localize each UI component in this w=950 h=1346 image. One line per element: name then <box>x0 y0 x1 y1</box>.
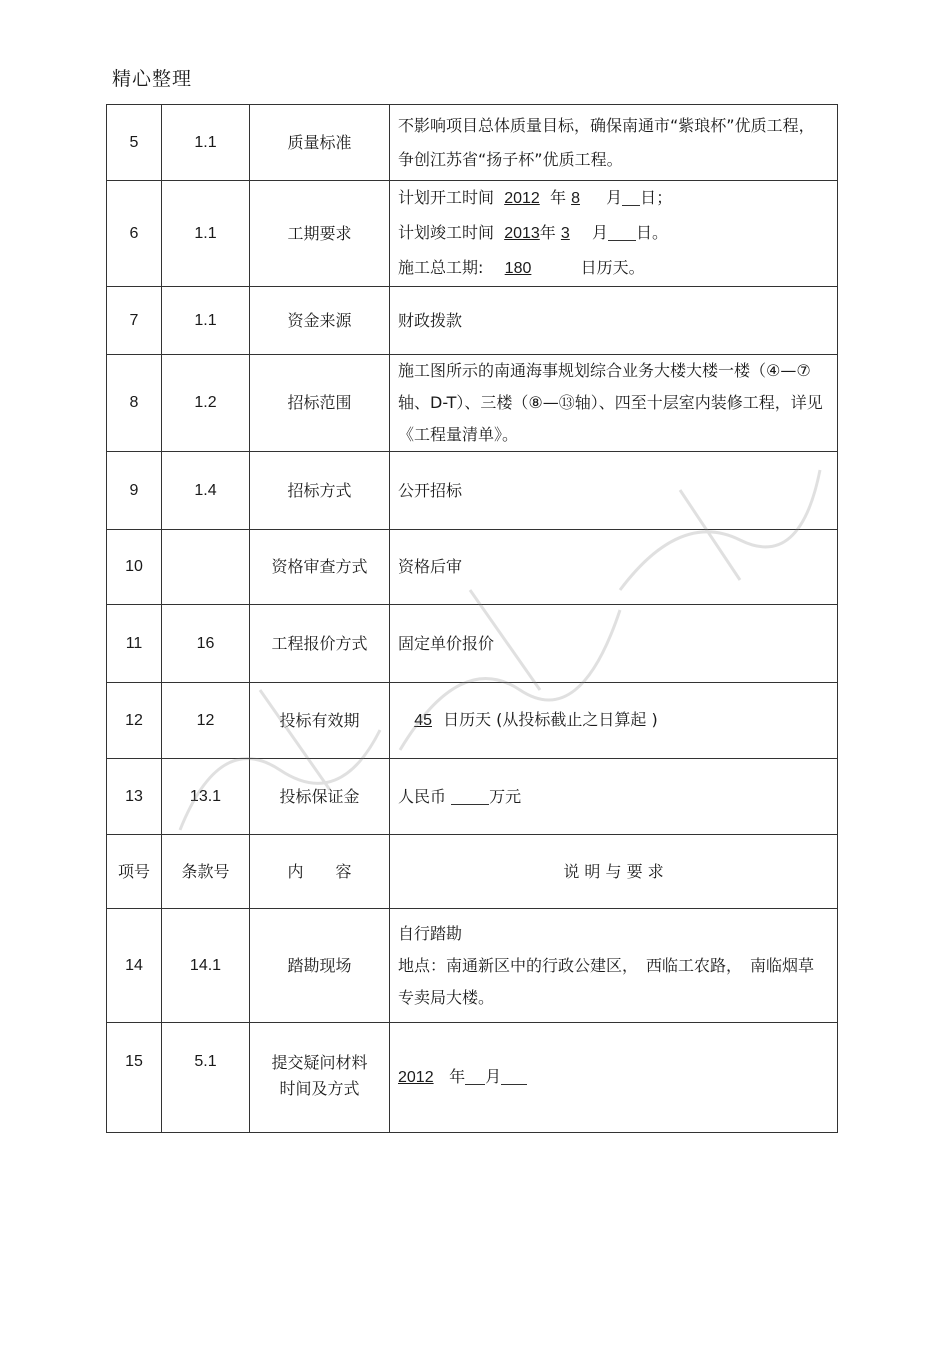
table-row <box>107 530 838 605</box>
row-item: 资金来源 <box>250 287 390 355</box>
header-index: 项号 <box>107 835 162 909</box>
unit-day: 日 <box>636 223 653 242</box>
validity-days: 45 <box>414 712 432 729</box>
row-index: 11 <box>107 605 162 683</box>
row-clause: 13.1 <box>162 759 250 835</box>
row-index: 9 <box>107 452 162 530</box>
table-row <box>107 759 838 835</box>
validity-text: 日历天 (从投标截止之日算起 ) <box>443 710 658 729</box>
bond-prefix: 人民币 <box>398 786 447 806</box>
row-item: 投标保证金 <box>250 759 390 835</box>
total-days: 180 <box>504 260 532 277</box>
end-label: 计划竣工时间 <box>398 223 495 242</box>
bid-info-table <box>106 104 838 1133</box>
row-item: 工期要求 <box>250 181 390 287</box>
row-clause: 16 <box>162 605 250 683</box>
bond-suffix: 万元 <box>489 786 522 806</box>
row-desc: 不影响项目总体质量目标，确保南通市“紫琅杯”优质工程，争创江苏省“扬子杯”优质工程。 <box>390 105 838 181</box>
unit-month: 月 <box>485 1067 502 1086</box>
unit-year: 年 <box>539 223 556 242</box>
row-index: 7 <box>107 287 162 355</box>
table-row <box>107 287 838 355</box>
start-year: 2012 <box>504 190 540 207</box>
row-index: 6 <box>107 181 162 287</box>
query-date-desc <box>390 1023 838 1133</box>
unit-year: 年 <box>449 1067 466 1086</box>
row-clause: 1.1 <box>162 105 250 181</box>
row-item: 招标方式 <box>250 452 390 530</box>
row-clause: 1.2 <box>162 355 250 452</box>
total-unit: 日历天。 <box>580 258 645 277</box>
row-item: 工程报价方式 <box>250 605 390 683</box>
row-index: 13 <box>107 759 162 835</box>
row-item: 质量标准 <box>250 105 390 181</box>
start-date-line: 计划开工时间 2012 年 8 月 日； <box>398 181 829 216</box>
row-clause: 14.1 <box>162 909 250 1023</box>
table-row <box>107 355 838 452</box>
site-visit-desc <box>390 909 838 1023</box>
row-item: 踏勘现场 <box>250 909 390 1023</box>
end-date-line: 计划竣工时间 2013年 3 月 日。 <box>398 216 829 251</box>
page-header: 精心整理 <box>112 68 193 90</box>
site-visit-mode: 自行踏勘 <box>398 923 463 943</box>
query-day-blank <box>501 1066 527 1085</box>
table-header-row <box>107 835 838 909</box>
query-year: 2012 <box>398 1069 434 1086</box>
unit-year: 年 <box>549 188 566 207</box>
table-row <box>107 105 838 181</box>
site-visit-location: 地点：南通新区中的行政公建区， 西临工农路， 南临烟草专卖局大楼。 <box>398 955 815 1007</box>
end-year: 2013 <box>504 225 540 242</box>
row-index: 10 <box>107 530 162 605</box>
row-item: 招标范围 <box>250 355 390 452</box>
row-desc: 财政拨款 <box>390 287 838 355</box>
row-clause: 12 <box>162 683 250 759</box>
row-index: 14 <box>107 909 162 1023</box>
row-item-line1: 提交疑问材料 <box>271 1052 368 1072</box>
row-clause: 1.1 <box>162 181 250 287</box>
row-item <box>250 1023 390 1133</box>
row-clause: 1.1 <box>162 287 250 355</box>
row-index: 5 <box>107 105 162 181</box>
table-row <box>107 909 838 1023</box>
total-duration-line <box>398 251 829 286</box>
total-label: 施工总工期: <box>398 258 484 277</box>
table-row <box>107 683 838 759</box>
end-day-blank <box>608 222 636 241</box>
row-item-text <box>271 1050 367 1102</box>
row-clause: 5.1 <box>162 1023 250 1133</box>
schedule-desc <box>390 181 838 287</box>
row-desc: 公开招标 <box>390 452 838 530</box>
header-item: 内 容 <box>250 835 390 909</box>
unit-day: 日 <box>640 188 657 207</box>
row-index: 15 <box>107 1023 162 1133</box>
start-day-blank <box>622 187 640 206</box>
start-month: 8 <box>571 190 580 207</box>
table-row <box>107 605 838 683</box>
unit-month: 月 <box>591 223 608 242</box>
bond-desc <box>390 759 838 835</box>
row-desc: 资格后审 <box>390 530 838 605</box>
header-clause: 条款号 <box>162 835 250 909</box>
row-desc: 固定单价报价 <box>390 605 838 683</box>
bond-amount-blank <box>451 786 489 805</box>
row-desc: 施工图所示的南通海事规划综合业务大楼大楼一楼（④—⑦轴、D-T）、三楼（⑧—⑬轴）、四至十层室内装修工程，详见《工程量清单》。 <box>390 355 838 452</box>
unit-month: 月 <box>606 188 623 207</box>
row-clause <box>162 530 250 605</box>
row-item-line2: 时间及方式 <box>279 1078 360 1098</box>
validity-desc <box>390 683 838 759</box>
start-label: 计划开工时间 <box>398 188 495 207</box>
header-desc: 说 明 与 要 求 <box>390 835 838 909</box>
end-month: 3 <box>560 225 570 242</box>
query-month-blank <box>465 1066 485 1085</box>
row-index: 12 <box>107 683 162 759</box>
row-item: 资格审查方式 <box>250 530 390 605</box>
table-row <box>107 181 838 287</box>
row-clause: 1.4 <box>162 452 250 530</box>
row-index: 8 <box>107 355 162 452</box>
table-row <box>107 452 838 530</box>
row-item: 投标有效期 <box>250 683 390 759</box>
table-row <box>107 1023 838 1133</box>
